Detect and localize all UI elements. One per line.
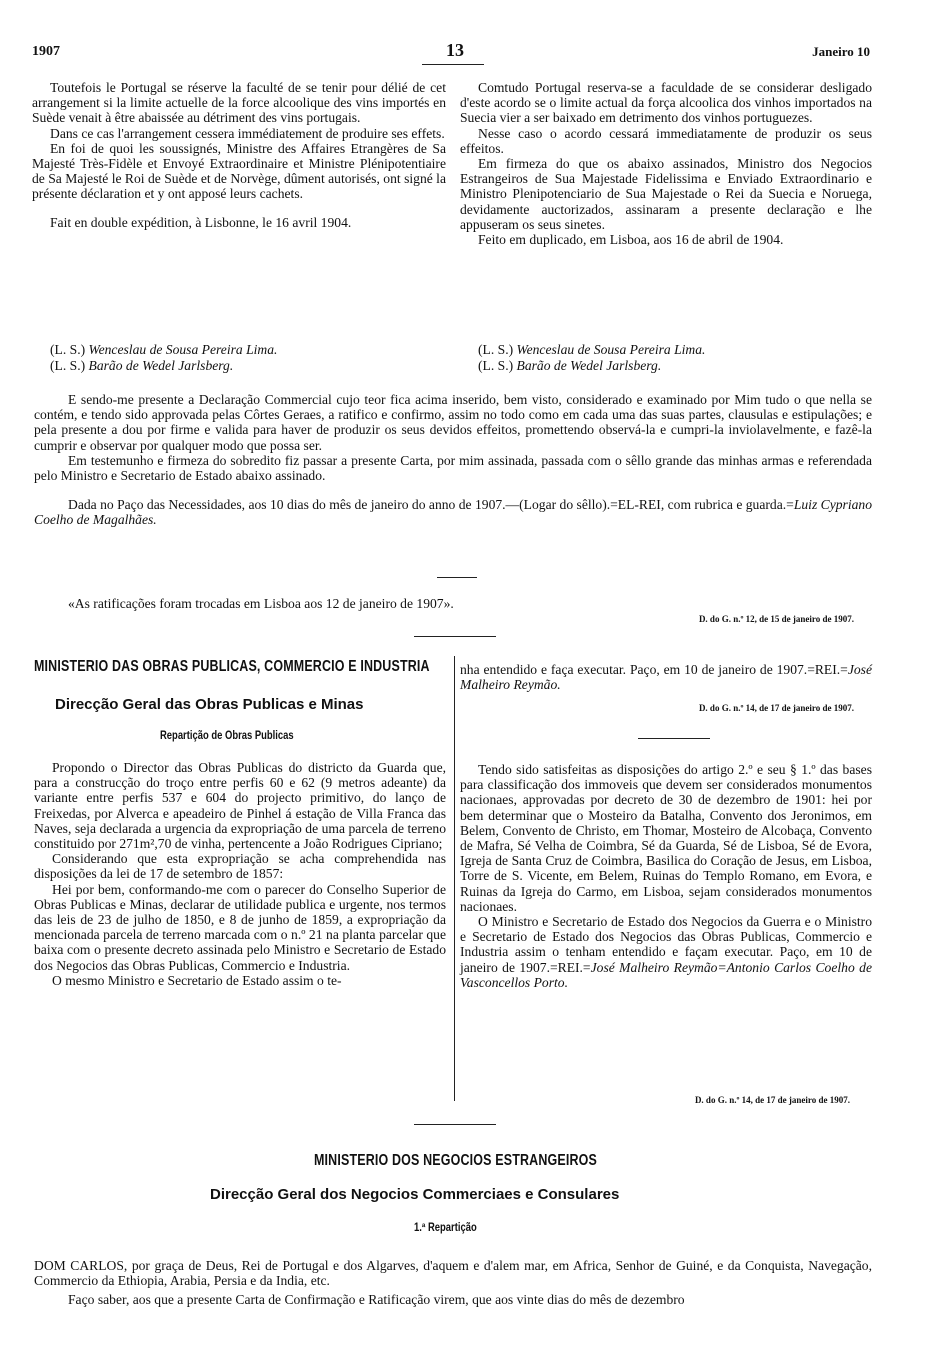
ratification-paragraph: Dada no Paço das Necessidades, aos 10 dias do mês de janeiro do anno de 1907.—(Logar do sêllo).=EL-REI, com rubrica e guarda.=Luiz Cypriano Coelho de Magalhães. <box>34 497 872 528</box>
divider <box>437 577 477 578</box>
page-number: 13 <box>446 40 464 60</box>
gazette-reference: D. do G. n.º 12, de 15 de janeiro de 1907. <box>698 614 854 624</box>
obras-paragraph: Propondo o Director das Obras Publicas do districto da Guarda que, para a construcção do troço entre perfis 60 e 62 (9 metros adeante) da variante entre perfis 537 e 604 do projecto primitivo, do lanço de Freixedas, por Alverca e apeadeiro de Pinhel á estação de Villa Franca das Naves, seja declarada a urgencia da expropriação de uma parcela de terreno constituido por 271m²,70 de vinha, pertencente a João Rodrigues Cipriano; <box>34 760 446 852</box>
obras-left-column <box>34 760 446 988</box>
gazette-reference: D. do G. n.º 14, de 17 de janeiro de 1907. <box>698 703 854 713</box>
monuments-paragraph: O Ministro e Secretario de Estado dos Negocios da Guerra e o Ministro e Secretario de Estado dos Negocios das Obras Publicas, Commercio e Industria assim o tenham entendido e façam executar. Paço, em 10 de janeiro de 1907.=REI.=José Malheiro Reymão=Antonio Carlos Coelho de Vasconcellos Porto. <box>460 914 872 990</box>
seal-mark: (L. S.) <box>50 342 86 357</box>
signature-wedel: Barão de Wedel Jarlsberg. <box>516 358 662 373</box>
estrangeiros-text <box>34 1258 872 1308</box>
signature-reymao-porto: José Malheiro Reymão=Antonio Carlos Coelho de Vasconcellos Porto. <box>460 959 872 990</box>
french-signatures <box>50 342 277 374</box>
section-obras: Repartição de Obras Publicas <box>160 730 294 742</box>
obras-paragraph: Considerando que esta expropriação se acha comprehendida nas disposições da lei de 17 de setembro de 1857: <box>34 851 446 882</box>
signature-reymao: José Malheiro Reymão. <box>460 662 872 693</box>
portuguese-paragraph: Feito em duplicado, em Lisboa, aos 16 de abril de 1904. <box>478 232 784 248</box>
monuments-paragraph: Tendo sido satisfeitas as disposições do artigo 2.º e seu § 1.º das bases para classificação dos immoveis que devem ser considerados monumentos nacionaes, approvadas por decreto de 30 de dezembro de 1901: hei por bem determinar que o Mosteiro da Batalha, Convento dos Jeronimos, em Belem, Convento de Christo, em Thomar, Mosteiro de Alcobaça, Convento de Mafra, Sé Velha de Coimbra, Sé da Guarda, Sé de Lisboa, Sé de Evora, Igreja de Santa Cruz de Coimbra, Basilica do Coração de Jesus, em Lisboa, Torre de S. Vicente, em Belem, Ruinas do Templo Romano, em Evora, e Ruinas da Igreja do Carmo, em Lisboa, sejam considerados monumentos nacionaes. <box>460 762 872 914</box>
ratification-text <box>34 392 872 528</box>
section-divider <box>414 1124 496 1125</box>
faco-saber-paragraph: Faço saber, aos que a presente Carta de Confirmação e Ratificação virem, que aos vinte dias do mês de dezembro <box>68 1292 685 1308</box>
section-estrangeiros: 1.ª Repartição <box>414 1222 477 1234</box>
column-divider <box>454 656 455 1101</box>
dom-carlos-paragraph: DOM CARLOS, por graça de Deus, Rei de Portugal e dos Algarves, d'aquem e d'alem mar, em Africa, Senhor de Guiné, e da Conquista, Navegação, Commercio da Ethiopia, Arabia, Persia e da India, etc. <box>34 1258 872 1289</box>
signature-magalhaes: Luiz Cypriano Coelho de Magalhães. <box>34 497 872 528</box>
obras-right-column <box>460 662 872 692</box>
portuguese-signatures <box>478 342 705 374</box>
header-rule <box>422 64 484 65</box>
ministry-obras-title: MINISTERIO DAS OBRAS PUBLICAS, COMMERCIO E INDUSTRIA <box>34 658 430 675</box>
exchange-note: «As ratificações foram trocadas em Lisboa aos 12 de janeiro de 1907». <box>68 596 454 611</box>
monuments-decree <box>460 762 872 990</box>
portuguese-paragraph: Nesse caso o acordo cessará immediatamente de produzir os seus effeitos. <box>460 125 872 156</box>
seal-mark: (L. S.) <box>478 358 514 373</box>
signature-wedel: Barão de Wedel Jarlsberg. <box>88 358 234 373</box>
seal-mark: (L. S.) <box>50 358 86 373</box>
header-year: 1907 <box>32 44 60 59</box>
signature-lima: Wenceslau de Sousa Pereira Lima. <box>516 342 706 357</box>
seal-mark: (L. S.) <box>478 342 514 357</box>
ratification-paragraph: E sendo-me presente a Declaração Commercial cujo teor fica acima inserido, bem visto, considerado e examinado por Mim tudo o que nella se contém, e tendo sido approvada pelas Côrtes Geraes, a ratifico e confirmo, assim no todo como em cada uma das suas partes, clausulas e estipulações; e pela presente a dou por firme e valida para haver de produzir os seus devidos effeitos, promettendo observá-la e cumpri-la inviolavelmente, e fazê-la cumprir e observar por qualquer modo que possa ser. <box>34 392 872 453</box>
french-paragraph: Fait en double expédition, à Lisbonne, le 16 avril 1904. <box>50 214 352 230</box>
header-date: Janeiro 10 <box>812 44 870 59</box>
gazette-reference: D. do G. n.º 14, de 17 de janeiro de 1907. <box>694 1095 850 1105</box>
portuguese-paragraph: Comtudo Portugal reserva-se a faculdade de se considerar desligado d'este acordo se o limite actual da força alcoolica dos vinhos importados na Suecia vier a ser baixado em detrimento dos vinhos portuguezes. <box>460 80 872 126</box>
directorate-estrangeiros: Direcção Geral dos Negocios Commerciaes e Consulares <box>210 1186 620 1203</box>
portuguese-paragraph: Em firmeza do que os abaixo assinados, Ministro dos Negocios Estrangeiros de Sua Majestade Fidelissima e Enviado Extraordinario e Ministro Plenipotenciario de Sua Majestade o Rei da Suecia e Noruega, devidamente auctorizados, assinaram a presente declaração e lhe appuseram os seus sinetes. <box>460 156 872 232</box>
divider <box>638 738 710 739</box>
french-paragraph: Toutefois le Portugal se réserve la faculté de se tenir pour délié de cet arrangement si la limite actuelle de la force alcoolique des vins importés en Suède venait à être abaissée au détriment des vins portugais. <box>32 80 446 126</box>
ratification-paragraph: Em testemunho e firmeza do sobredito fiz passar a presente Carta, por mim assinada, passada com o sêllo grande das minhas armas e referendada pelo Ministro e Secretario de Estado abaixo assinado. <box>34 452 872 484</box>
obras-paragraph: O mesmo Ministro e Secretario de Estado assim o te- <box>52 972 342 988</box>
obras-continuation: nha entendido e faça executar. Paço, em 10 de janeiro de 1907.=REI.=José Malheiro Reymão. <box>460 662 872 693</box>
french-paragraph: Dans ce cas l'arrangement cessera immédiatement de produire ses effets. <box>50 125 445 141</box>
ministry-estrangeiros-title: MINISTERIO DOS NEGOCIOS ESTRANGEIROS <box>314 1152 597 1169</box>
signature-lima: Wenceslau de Sousa Pereira Lima. <box>88 342 278 357</box>
section-divider <box>414 636 496 637</box>
treaty-portuguese-column <box>460 80 872 247</box>
french-paragraph: En foi de quoi les soussignés, Ministre des Affaires Etrangères de Sa Majesté Très-Fidèle et Envoyé Extraordinaire et Ministre Plénipotentiaire de Sa Majesté le Roi de Suède et de Norvège, dûment autorisés, ont signé la présente déclaration et y ont apposé leurs cachets. <box>32 140 446 202</box>
directorate-obras: Direcção Geral das Obras Publicas e Minas <box>55 696 364 713</box>
obras-paragraph: Hei por bem, conformando-me com o parecer do Conselho Superior de Obras Publicas e Minas, declarar de utilidade publica e urgente, nos termos das leis de 23 de julho de 1850, e 8 de junho de 1859, a expropriação da mencionada parcela de terreno marcada com o n.º 21 na planta parcelar que baixa com o presente decreto assinada pelo Ministro e Secretario de Estado dos Negocios das Obras Publicas, Commercio e Industria. <box>34 881 446 973</box>
treaty-french-column <box>32 80 446 230</box>
